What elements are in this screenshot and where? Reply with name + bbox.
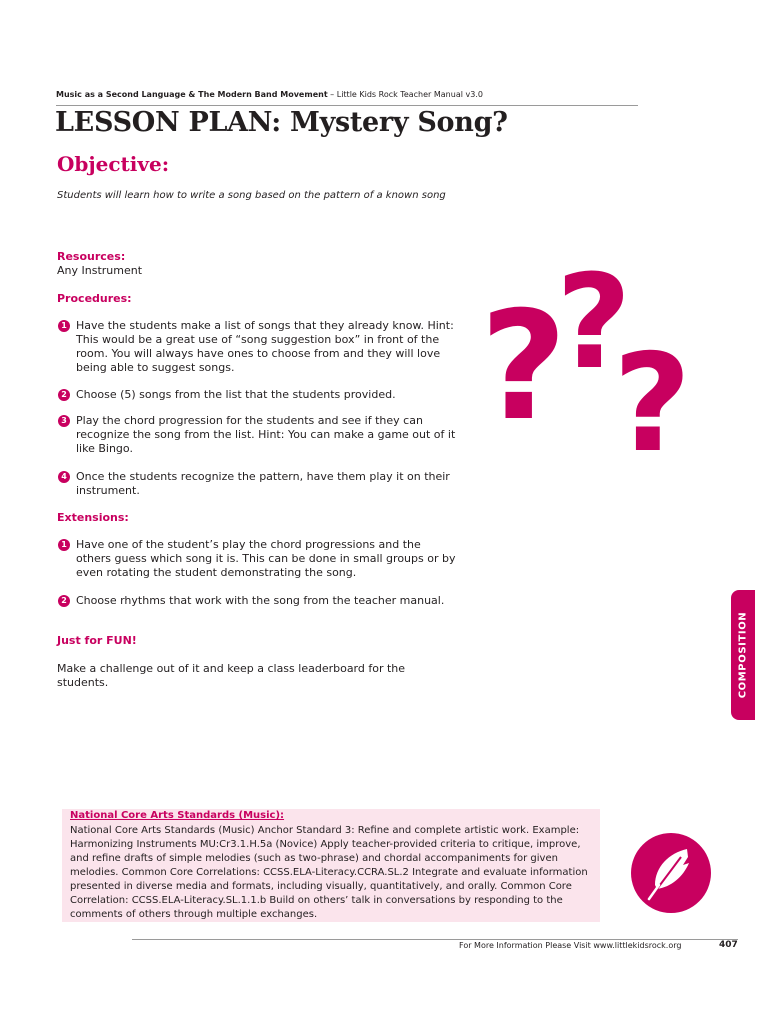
question-mark-icon: ? bbox=[556, 255, 632, 398]
step-number-badge: 1 bbox=[58, 320, 70, 332]
step-number-badge: 1 bbox=[58, 539, 70, 551]
feather-icon bbox=[631, 833, 711, 913]
procedure-text: Have the students make a list of songs that they already know. Hint: This would be a great use of “song suggestion box” in front of the room. You will always have ones to choose from and they will love being able to suggest songs. bbox=[76, 319, 454, 374]
resources-text: Any Instrument bbox=[57, 264, 143, 277]
feather-badge bbox=[631, 833, 711, 913]
extensions-label: Extensions: bbox=[57, 511, 129, 524]
procedures-label: Procedures: bbox=[57, 292, 132, 305]
header-separator: – bbox=[327, 90, 337, 99]
resources-label: Resources: bbox=[57, 250, 126, 263]
extension-text: Have one of the student’s play the chord progressions and the others guess which song it is. This can be done in small groups or by even rotating the student demonstrating the song. bbox=[76, 538, 456, 579]
procedure-text: Once the students recognize the pattern, have them play it on their instrument. bbox=[76, 470, 450, 497]
question-mark-icon: ? bbox=[613, 325, 692, 465]
running-header bbox=[56, 90, 483, 99]
step-number-badge: 3 bbox=[58, 415, 70, 427]
question-mark-icon: ? bbox=[480, 280, 568, 454]
section-tab bbox=[731, 590, 755, 720]
step-number-badge: 2 bbox=[58, 389, 70, 401]
standards-text: National Core Arts Standards (Music) Anchor Standard 3: Refine and complete artistic work. Example: Harmonizing Instruments MU:Cr3.1.H.5a (Novice) Apply teacher-provided criteria to critique, improve, and refine drafts of simple melodies (such as two-phrase) and chordal accompaniments for given melodies. Common Core Correlations: CCSS.ELA-Literacy.CCRA.SL.2 Integrate and evaluate information presented in diverse media and formats, including visually, quantitatively, and orally. Common Core Correlation: CCSS.ELA-Literacy.SL.1.1.b Build on others’ talk in conversations by responding to the comments of others through multiple exchanges. bbox=[70, 825, 588, 920]
procedure-item bbox=[58, 414, 456, 456]
header-series-title: Music as a Second Language & The Modern Band Movement bbox=[56, 90, 328, 99]
procedure-text: Choose (5) songs from the list that the students provided. bbox=[76, 388, 396, 401]
section-tab-label: COMPOSITION bbox=[737, 611, 749, 699]
extension-item bbox=[58, 594, 456, 608]
header-manual-title: Little Kids Rock Teacher Manual v3.0 bbox=[336, 90, 483, 99]
just-for-fun-label: Just for FUN! bbox=[57, 634, 137, 647]
page-title: LESSON PLAN: Mystery Song? bbox=[55, 107, 508, 138]
standards-title: National Core Arts Standards (Music): bbox=[70, 810, 285, 821]
step-number-badge: 2 bbox=[58, 595, 70, 607]
objective-heading: Objective: bbox=[57, 152, 170, 176]
procedure-text: Play the chord progression for the students and see if they can recognize the song from the list. Hint: You can make a game out of it like Bingo. bbox=[76, 414, 456, 455]
just-for-fun-text: Make a challenge out of it and keep a class leaderboard for the students. bbox=[57, 662, 406, 689]
header-divider bbox=[56, 105, 638, 106]
procedure-item bbox=[58, 470, 456, 498]
extension-text: Choose rhythms that work with the song from the teacher manual. bbox=[76, 594, 445, 607]
procedure-item bbox=[58, 319, 456, 375]
extension-item bbox=[58, 538, 456, 580]
page-number: 407 bbox=[719, 940, 738, 950]
footer-divider bbox=[132, 939, 738, 940]
question-marks-graphic bbox=[478, 255, 698, 465]
step-number-badge: 4 bbox=[58, 471, 70, 483]
footer-text: For More Information Please Visit www.littlekidsrock.org bbox=[459, 941, 682, 950]
procedure-item bbox=[58, 388, 456, 402]
objective-text: Students will learn how to write a song based on the pattern of a known song bbox=[57, 190, 446, 201]
standards-box bbox=[62, 809, 600, 922]
